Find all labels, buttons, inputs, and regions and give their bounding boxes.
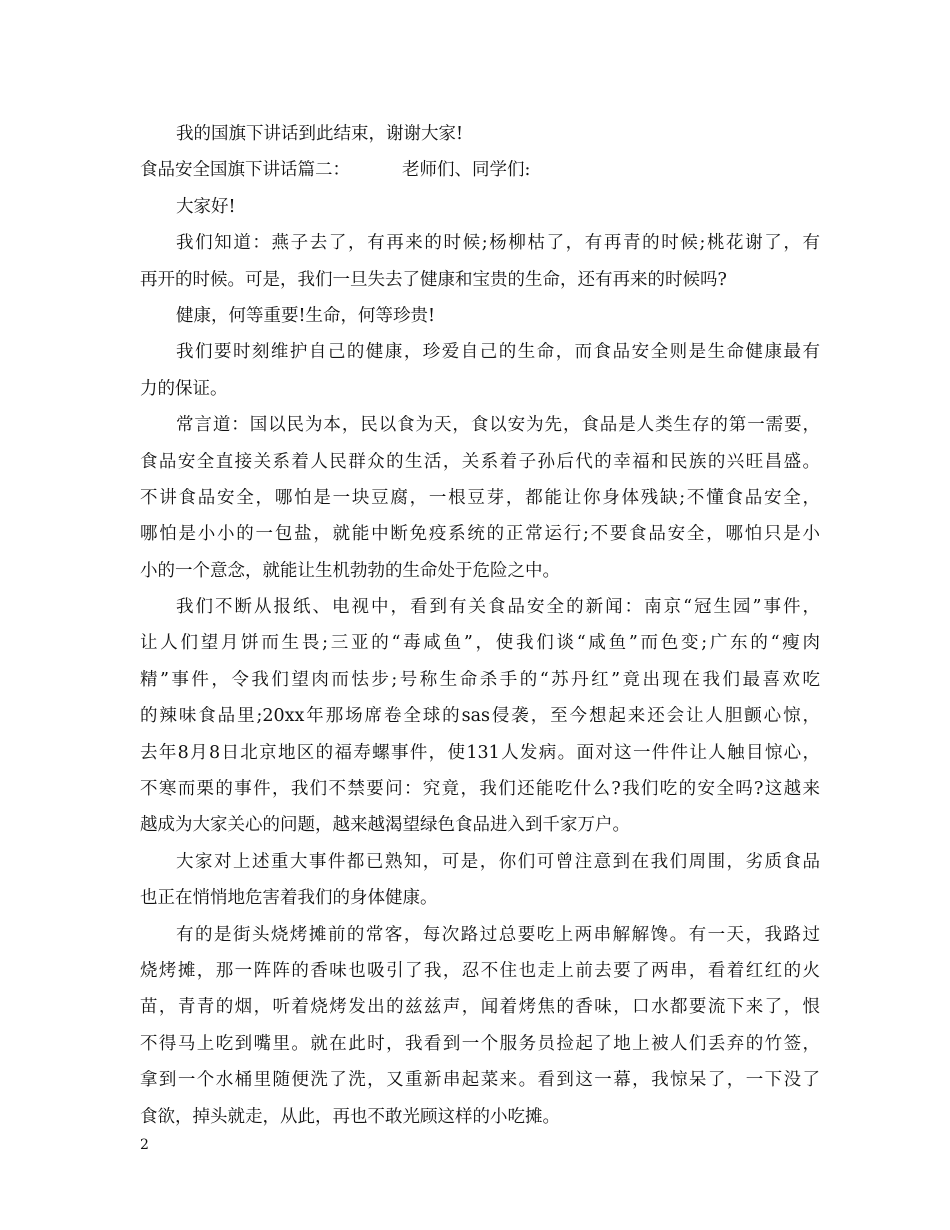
section-title: 食品安全国旗下讲话篇二： [140, 160, 350, 181]
paragraph [140, 844, 820, 917]
paragraph-line: 也正在悄悄地危害着我们的身体健康。 [140, 888, 438, 909]
paragraph-line: 苗，青青的烟，听着烧烤发出的兹兹声，闻着烤焦的香味，口水都要流下来了，恨 [140, 997, 820, 1018]
closing-line: 我的国旗下讲话到此结束，谢谢大家! [176, 124, 464, 144]
paragraph-line: 不得马上吃到嘴里。就在此时，我看到一个服务员捡起了地上被人们丢弃的竹签， [140, 1033, 820, 1054]
paragraph-list [140, 225, 820, 1135]
paragraph-line: 的辣味食品里;20xx年那场席卷全球的sas侵袭，至今想起来还会让人胆颤心惊， [140, 706, 820, 727]
document-body [140, 116, 820, 1135]
paragraph-line: 不讲食品安全，哪怕是一块豆腐，一根豆芽，都能让你身体残缺;不懂食品安全， [140, 487, 820, 508]
paragraph-line: 我们要时刻维护自己的健康，珍爱自己的生命，而食品安全则是生命健康最有 [176, 342, 820, 363]
paragraph [140, 225, 820, 298]
paragraph-line: 小的一个意念，就能让生机勃勃的生命处于危险之中。 [140, 560, 560, 581]
paragraph [140, 589, 820, 844]
greeting: 大家好! [176, 196, 236, 217]
paragraph-line: 越成为大家关心的问题，越来越渴望绿色食品进入到千家万户。 [140, 815, 630, 836]
paragraph [140, 917, 820, 1135]
paragraph-line: 去年8月8日北京地区的福寿螺事件，使131人发病。面对这一件件让人触目惊心， [140, 742, 820, 763]
paragraph [140, 298, 820, 334]
paragraph-line: 烧烤摊，那一阵阵的香味也吸引了我，忍不住也走上前去要了两串，看着红红的火 [140, 960, 820, 981]
paragraph-line: 让人们望月饼而生畏;三亚的“毒咸鱼”，使我们谈“咸鱼”而色变;广东的“瘦肉 [140, 633, 820, 654]
page-number: 2 [140, 1137, 149, 1153]
paragraph [140, 334, 820, 407]
paragraph-line: 食品安全直接关系着人民群众的生活，关系着子孙后代的幸福和民族的兴旺昌盛。 [140, 451, 820, 472]
paragraph-line: 大家对上述重大事件都已熟知，可是，你们可曾注意到在我们周围，劣质食品 [176, 851, 820, 872]
paragraph [140, 407, 820, 589]
paragraph-line: 再开的时候。可是，我们一旦失去了健康和宝贵的生命，还有再来的时候吗? [140, 269, 727, 290]
paragraph-line: 我们不断从报纸、电视中，看到有关食品安全的新闻：南京“冠生园”事件， [176, 597, 820, 618]
paragraph-line: 有的是街头烧烤摊前的常客，每次路过总要吃上两串解解馋。有一天，我路过 [176, 924, 820, 945]
paragraph-line: 食欲，掉头就走，从此，再也不敢光顾这样的小吃摊。 [140, 1106, 560, 1127]
paragraph-line: 健康，何等重要!生命，何等珍贵! [176, 305, 436, 326]
paragraph-line: 精”事件，令我们望肉而怯步;号称生命杀手的“苏丹红”竟出现在我们最喜欢吃 [140, 669, 820, 690]
section-heading [140, 152, 820, 188]
paragraph-line: 哪怕是小小的一包盐，就能中断免疫系统的正常运行;不要食品安全，哪怕只是小 [140, 524, 820, 545]
paragraph-line: 拿到一个水桶里随便洗了洗，又重新串起菜来。看到这一幕，我惊呆了，一下没了 [140, 1070, 820, 1091]
paragraph-line: 常言道：国以民为本，民以食为天，食以安为先，食品是人类生存的第一需要， [176, 415, 820, 436]
paragraph-line: 不寒而栗的事件，我们不禁要问：究竟，我们还能吃什么?我们吃的安全吗?这越来 [140, 779, 820, 800]
paragraph-line: 力的保证。 [140, 378, 228, 399]
section-salutation: 老师们、同学们: [402, 160, 531, 181]
paragraph-line: 我们知道：燕子去了，有再来的时候;杨柳枯了，有再青的时候;桃花谢了，有 [176, 233, 820, 254]
